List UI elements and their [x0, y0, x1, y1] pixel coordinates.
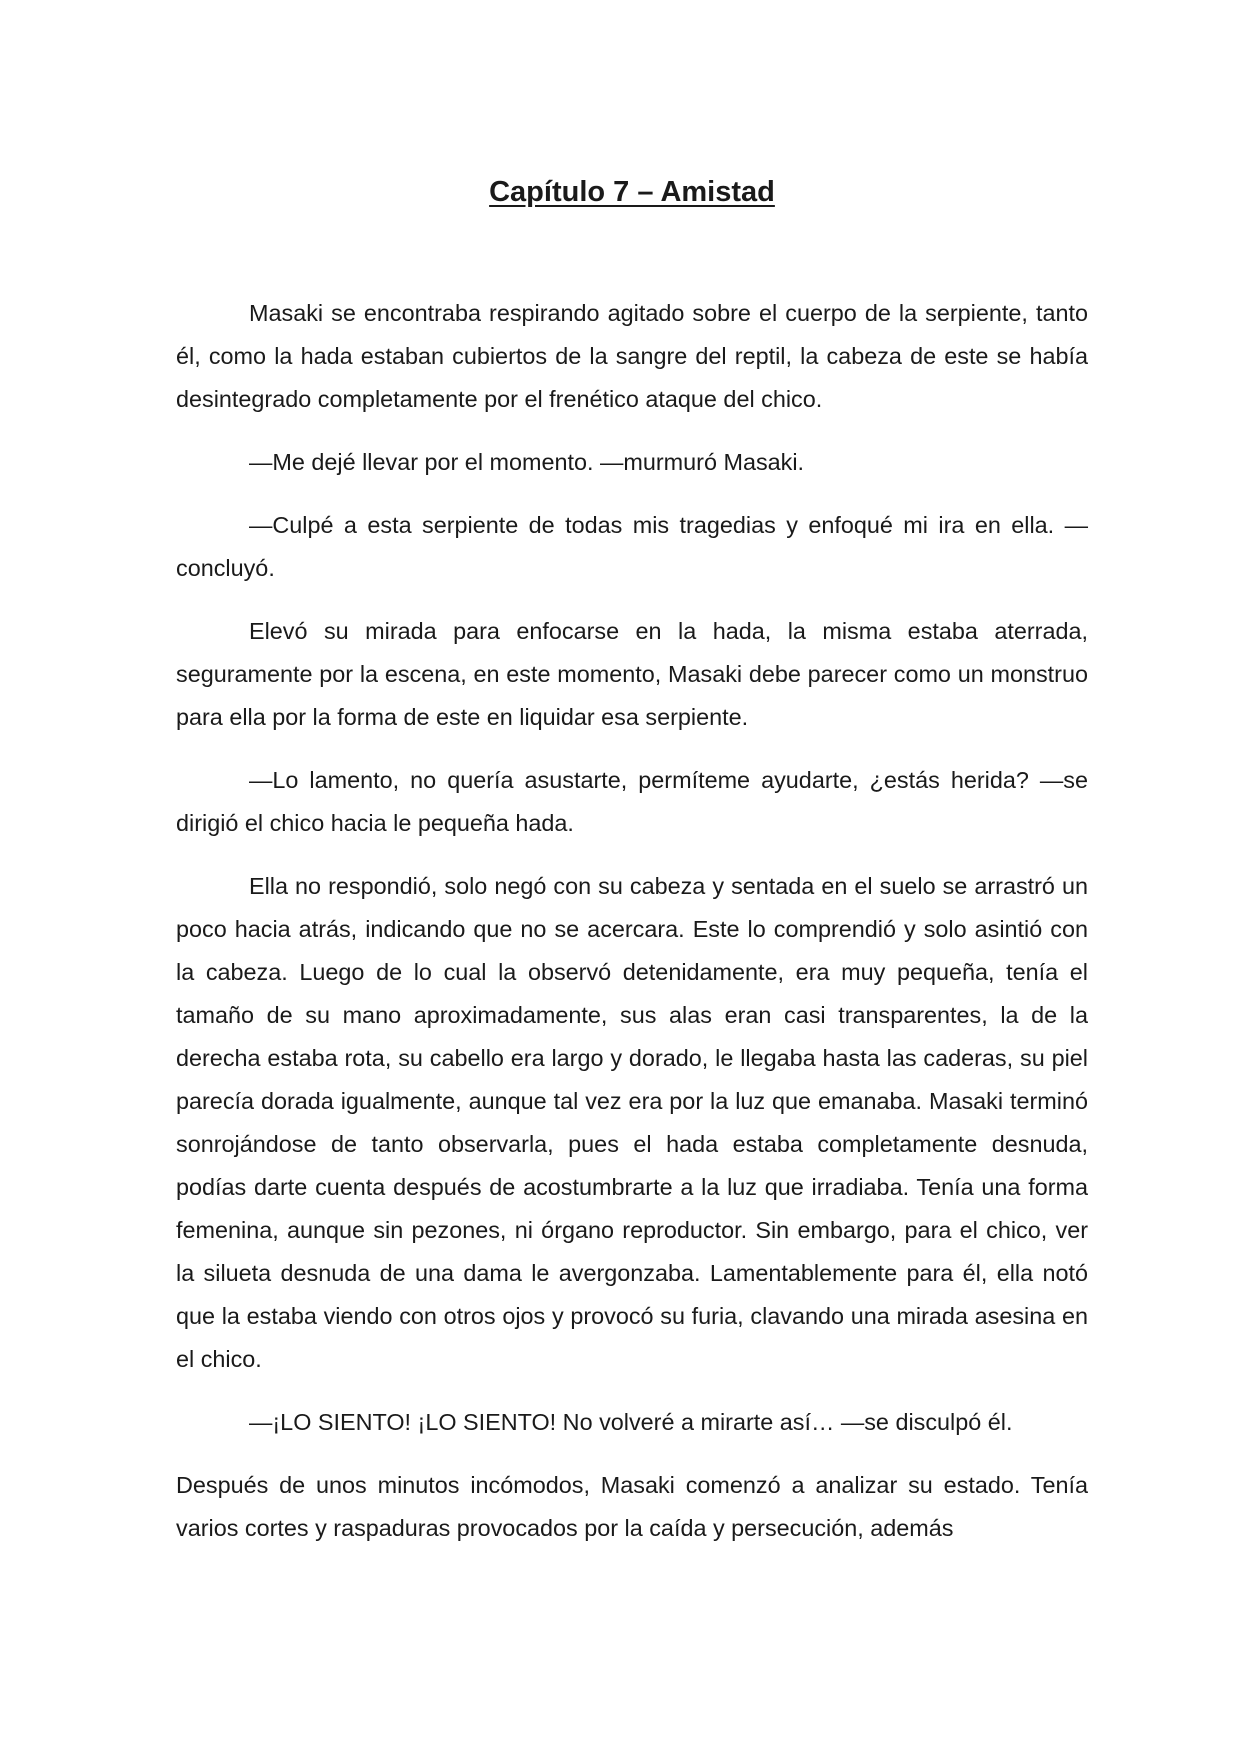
chapter-body	[176, 292, 1088, 1570]
paragraph: Después de unos minutos incómodos, Masaki comenzó a analizar su estado. Tenía varios cortes y raspaduras provocados por la caída y persecución, además	[176, 1472, 1088, 1541]
paragraph: —Lo lamento, no quería asustarte, permíteme ayudarte, ¿estás herida? —se dirigió el chico hacia le pequeña hada.	[176, 767, 1088, 836]
paragraph: Elevó su mirada para enfocarse en la hada, la misma estaba aterrada, seguramente por la escena, en este momento, Masaki debe parecer como un monstruo para ella por la forma de este en liquidar esa serpiente.	[176, 618, 1088, 730]
paragraph: Ella no respondió, solo negó con su cabeza y sentada en el suelo se arrastró un poco hacia atrás, indicando que no se acercara. Este lo comprendió y solo asintió con la cabeza. Luego de lo cual la observó detenidamente, era muy pequeña, tenía el tamaño de su mano aproximadamente, sus alas eran casi transparentes, la de la derecha estaba rota, su cabello era largo y dorado, le llegaba hasta las caderas, su piel parecía dorada igualmente, aunque tal vez era por la luz que emanaba. Masaki terminó sonrojándose de tanto observarla, pues el hada estaba completamente desnuda, podías darte cuenta después de acostumbrarte a la luz que irradiaba. Tenía una forma femenina, aunque sin pezones, ni órgano reproductor. Sin embargo, para el chico, ver la silueta desnuda de una dama le avergonzaba. Lamentablemente para él, ella notó que la estaba viendo con otros ojos y provocó su furia, clavando una mirada asesina en el chico.	[176, 873, 1088, 1372]
chapter-title: Capítulo 7 – Amistad	[489, 176, 775, 208]
paragraph: —Culpé a esta serpiente de todas mis tragedias y enfoqué mi ira en ella. —concluyó.	[176, 512, 1088, 581]
document-page	[176, 0, 1088, 1755]
paragraph: —Me dejé llevar por el momento. —murmuró Masaki.	[249, 449, 805, 475]
paragraph: Masaki se encontraba respirando agitado sobre el cuerpo de la serpiente, tanto él, como la hada estaban cubiertos de la sangre del reptil, la cabeza de este se había desintegrado completamente por el frenético ataque del chico.	[176, 300, 1088, 412]
paragraph: —¡LO SIENTO! ¡LO SIENTO! No volveré a mirarte así… —se disculpó él.	[249, 1409, 1013, 1435]
